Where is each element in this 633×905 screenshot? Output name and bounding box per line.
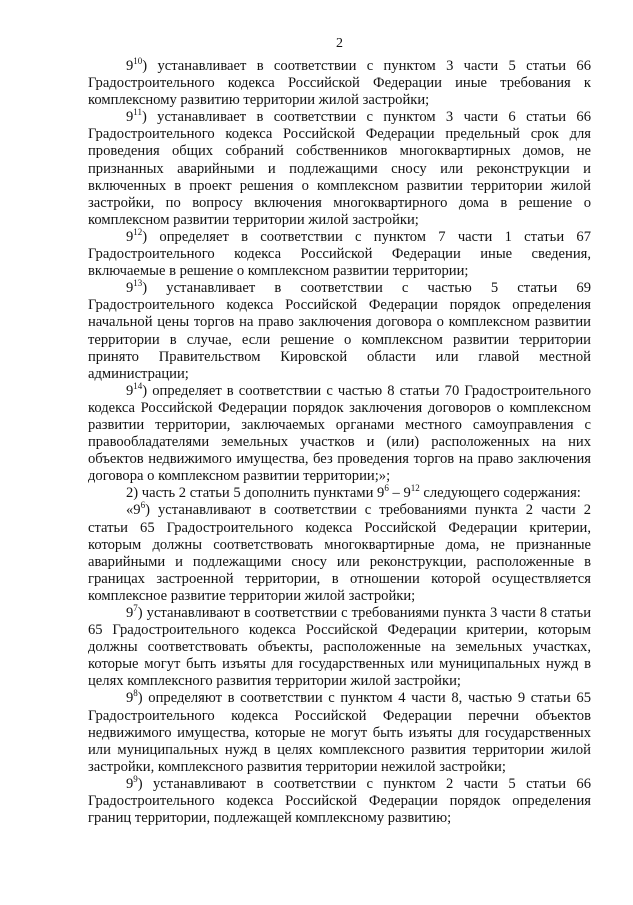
paragraph-9-9: $9^9$) устанавливают в соответствии с пунктом 2 части 5 статьи 66 Градостроительного кодекса Российской Федерации порядок определения границ территории, подлежащей комплексному развитию; — [88, 774, 591, 827]
paragraph-9-6: «$9^6$) устанавливают в соответствии с требованиями пункта 2 части 2 статьи 65 Градостроительного кодекса Российской Федерации критерии, которым должны соответствовать многоквартирные дома, не признанные аварийными и подлежащими сносу или реконструкции, расположенные в границах застроенной территории, в отношении которой осуществляется комплексное развитие территории жилой застройки; — [88, 500, 591, 604]
paragraph-9-13: $9^{13}$) устанавливает в соответствии с частью 5 статьи 69 Градостроительного кодекса Российской Федерации порядок определения начальной цены торгов на право заключения договора о комплексном развитии территории в случае, если решение о комплексном развитии территории принято Правительством Кировской области или главой местной администрации; — [88, 278, 591, 382]
paragraph-9-8: $9^8$) определяют в соответствии с пунктом 4 части 8, частью 9 статьи 65 Градостроительного кодекса Российской Федерации перечни объектов недвижимого имущества, которые не могут быть изъяты для государственных или муниципальных нужд в целях комплексного развития территории жилой застройки, комплексного развития территории нежилой застройки; — [88, 688, 591, 775]
paragraph-9-12: $9^{12}$) определяет в соответствии с пунктом 7 части 1 статьи 67 Градостроительного кодекса Российской Федерации иные сведения, включаемые в решение о комплексном развитии территории; — [88, 227, 591, 280]
paragraph-amendment-2: 2) часть 2 статьи 5 дополнить пунктами $9^6 - 9^{12}$ следующего содержания: — [126, 483, 581, 502]
page-number: 2 — [336, 36, 343, 51]
paragraph-9-7: $9^7$) устанавливают в соответствии с требованиями пункта 3 части 8 статьи 65 Градостроительного кодекса Российской Федерации критерии, которым должны соответствовать объекты, расположенные на земельных участках, которые могут быть изъяты для государственных или муниципальных нужд в целях комплексного развития территории жилой застройки; — [88, 603, 591, 690]
paragraph-9-10: $9^{10}$) устанавливает в соответствии с пунктом 3 части 5 статьи 66 Градостроительного кодекса Российской Федерации иные требования к комплексному развитию территории жилой застройки; — [88, 56, 591, 109]
paragraph-9-14: $9^{14}$) определяет в соответствии с частью 8 статьи 70 Градостроительного кодекса Российской Федерации порядок заключения договоров о комплексном развитии территории, заключаемых органами местного самоуправления с правообладателями земельных участков и (или) расположенных на них объектов недвижимого имущества, без проведения торгов на право заключения договора о комплексном развитии территории;»; — [88, 380, 591, 485]
paragraph-9-11: $9^{11}$) устанавливает в соответствии с пунктом 3 части 6 статьи 66 Градостроительного кодекса Российской Федерации предельный срок для проведения общих собраний собственников многоквартирных домов, не признанных аварийными и подлежащими сносу или реконструкции и включенных в проект решения о комплексном развитии территории жилой застройки, по вопросу включения многоквартирного дома в решение о комплексном развитии территории жилой застройки; — [88, 107, 591, 228]
